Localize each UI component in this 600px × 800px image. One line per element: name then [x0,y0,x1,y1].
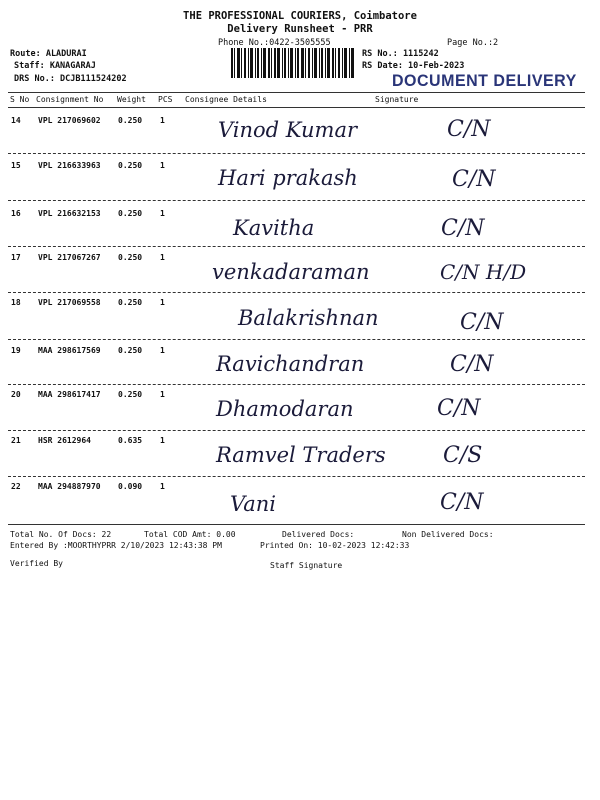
row-weight: 0.090 [118,482,143,491]
row-consignee-handwritten: Balakrishnan [238,306,379,330]
col-pcs: PCS [158,95,173,104]
row-consignment: MAA 294887970 [38,482,101,491]
row-consignment: VPL 216632153 [38,209,101,218]
row-consignment: VPL 217069602 [38,116,101,125]
row-sno: 18 [11,298,21,307]
row-pcs: 1 [160,436,165,445]
document-delivery-stamp: DOCUMENT DELIVERY [392,72,577,91]
barcode [231,48,354,78]
rs-number: RS No.: 1115242 [362,49,439,59]
row-signature-handwritten: C/N [437,396,481,421]
row-consignment: VPL 217067267 [38,253,101,262]
row-divider [8,476,585,477]
row-divider [8,246,585,247]
col-weight: Weight [117,95,146,104]
row-signature-handwritten: C/N H/D [440,260,527,284]
col-consignee: Consignee Details [185,95,267,104]
row-divider [8,200,585,201]
row-pcs: 1 [160,209,165,218]
total-docs: Total No. Of Docs: 22 [10,530,112,539]
row-sno: 20 [11,390,21,399]
row-divider [8,292,585,293]
verified-by: Verified By [10,559,63,568]
row-consignee-handwritten: Ramvel Traders [216,443,386,467]
staff-label: Staff: KANAGARAJ [14,61,96,71]
row-sno: 22 [11,482,21,491]
non-delivered-docs: Non Delivered Docs: [402,530,494,539]
row-divider [8,339,585,340]
staff-signature: Staff Signature [270,561,343,570]
runsheet-subtitle: Delivery Runsheet - PRR [227,23,373,35]
row-signature-handwritten: C/N [450,352,494,377]
row-weight: 0.250 [118,253,143,262]
row-consignee-handwritten: venkadaraman [212,260,370,284]
row-pcs: 1 [160,253,165,262]
header-top-rule [8,92,585,93]
entered-by: Entered By :MOORTHYPRR 2/10/2023 12:43:38 PM [10,541,222,550]
row-signature-handwritten: C/N [460,310,504,335]
row-signature-handwritten: C/N [440,490,484,515]
row-divider [8,153,585,154]
delivered-docs: Delivered Docs: [282,530,355,539]
row-pcs: 1 [160,346,165,355]
total-cod: Total COD Amt: 0.00 [144,530,236,539]
row-signature-handwritten: C/N [452,167,496,192]
row-consignment: VPL 216633963 [38,161,101,170]
row-sno: 14 [11,116,21,125]
row-weight: 0.250 [118,346,143,355]
phone-number: Phone No.:0422-3505555 [218,38,331,48]
header-bottom-rule [8,107,585,108]
row-consignment: VPL 217069558 [38,298,101,307]
row-sno: 21 [11,436,21,445]
row-divider [8,384,585,385]
row-pcs: 1 [160,482,165,491]
row-sno: 17 [11,253,21,262]
row-consignee-handwritten: Vinod Kumar [218,118,358,142]
row-consignee-handwritten: Hari prakash [218,166,358,190]
row-consignee-handwritten: Vani [230,492,276,516]
row-consignee-handwritten: Kavitha [233,216,315,240]
row-weight: 0.250 [118,209,143,218]
row-weight: 0.250 [118,298,143,307]
drs-number: DRS No.: DCJB111524202 [14,74,127,84]
row-consignee-handwritten: Dhamodaran [216,397,354,421]
row-weight: 0.250 [118,390,143,399]
col-sno: S No [10,95,30,104]
row-consignment: HSR 2612964 [38,436,91,445]
row-pcs: 1 [160,390,165,399]
rs-date: RS Date: 10-Feb-2023 [362,61,465,71]
table-bottom-rule [8,524,585,525]
row-consignee-handwritten: Ravichandran [216,352,365,376]
page-number: Page No.:2 [447,38,499,48]
row-weight: 0.635 [118,436,143,445]
row-sno: 15 [11,161,21,170]
row-pcs: 1 [160,116,165,125]
row-pcs: 1 [160,161,165,170]
row-weight: 0.250 [118,116,143,125]
row-signature-handwritten: C/N [447,117,491,142]
company-title: THE PROFESSIONAL COURIERS, Coimbatore [183,10,417,22]
col-signature: Signature [375,95,419,104]
row-divider [8,430,585,431]
row-consignment: MAA 298617417 [38,390,101,399]
col-consignment: Consignment No [36,95,104,104]
row-sno: 19 [11,346,21,355]
row-signature-handwritten: C/S [443,443,483,468]
row-pcs: 1 [160,298,165,307]
row-consignment: MAA 298617569 [38,346,101,355]
route-label: Route: ALADURAI [10,49,87,59]
row-sno: 16 [11,209,21,218]
printed-on: Printed On: 10-02-2023 12:42:33 [260,541,410,550]
row-signature-handwritten: C/N [441,216,485,241]
row-weight: 0.250 [118,161,143,170]
